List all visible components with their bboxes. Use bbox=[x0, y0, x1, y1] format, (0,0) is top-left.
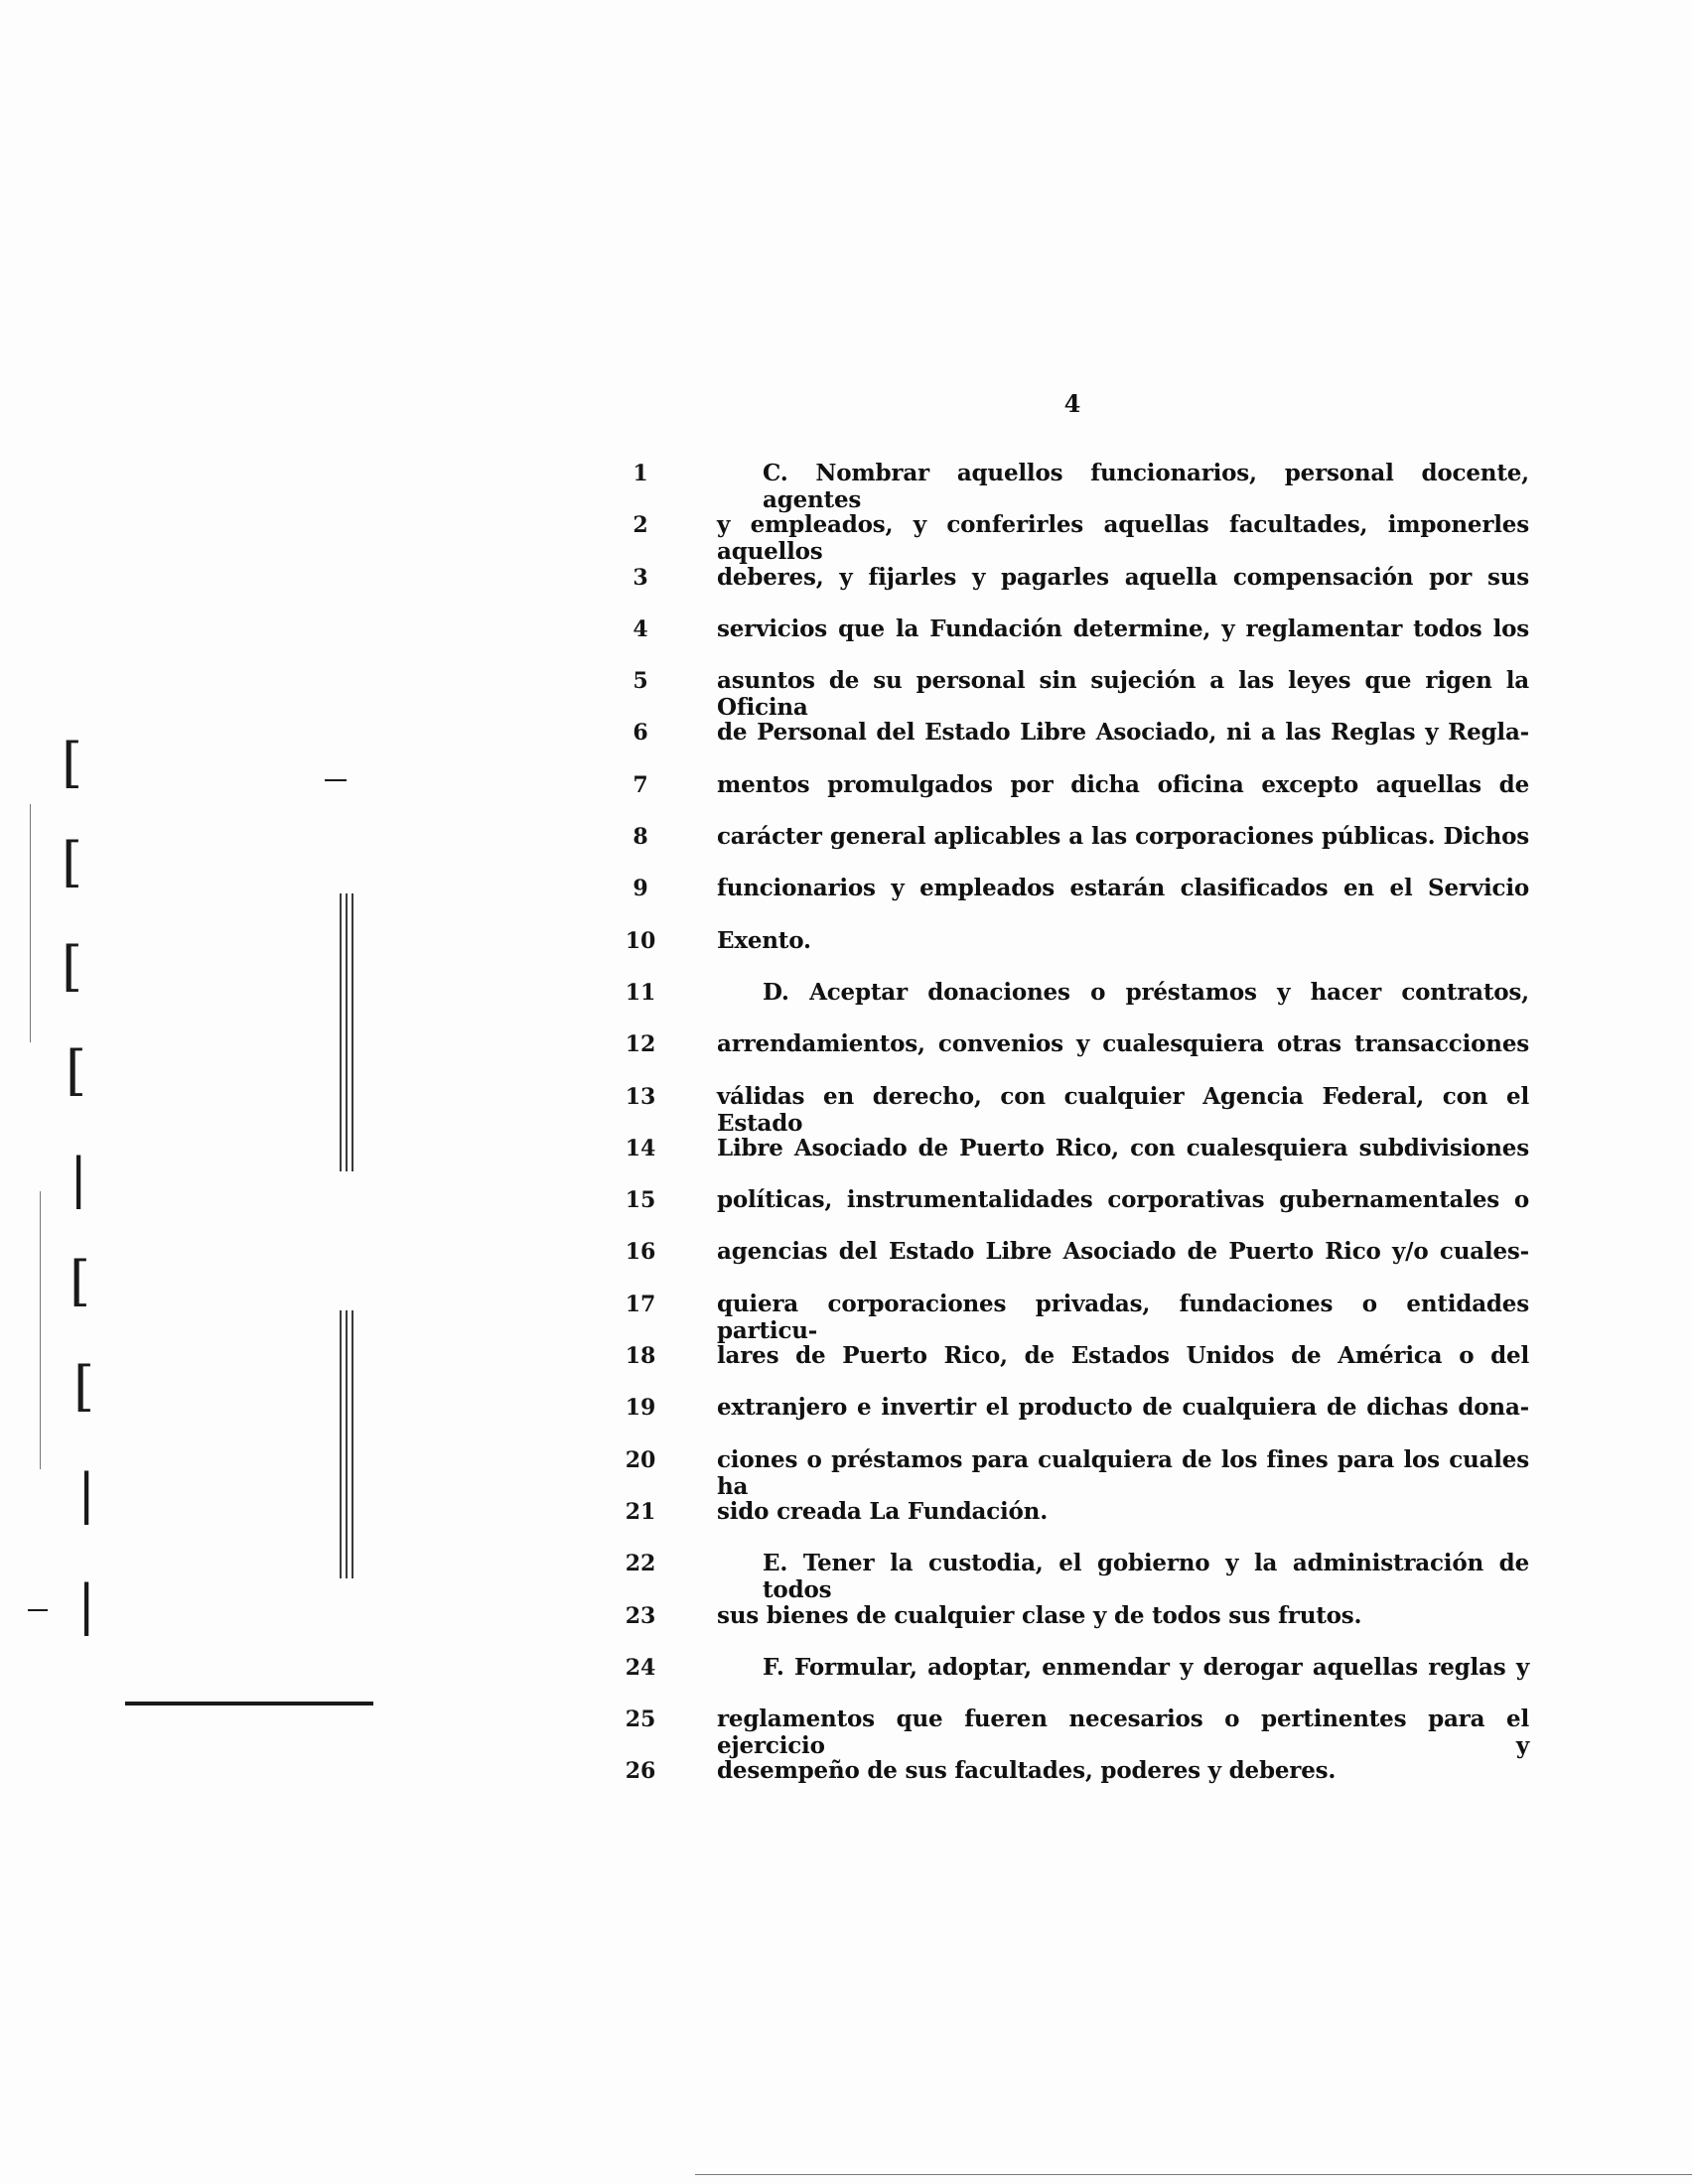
line-number: 12 bbox=[625, 1031, 656, 1058]
line-text: sido creada La Fundación. bbox=[717, 1497, 1049, 1525]
scan-vline-6 bbox=[352, 1310, 353, 1578]
numbered-text-body bbox=[616, 460, 1529, 1810]
line-number: 4 bbox=[633, 615, 648, 642]
scan-vline-7 bbox=[30, 804, 31, 1042]
line-text: deberes, y fijarles y pagarles aquella compensación por sus bbox=[717, 563, 1529, 591]
text-line bbox=[616, 667, 1529, 722]
line-number: 14 bbox=[625, 1135, 656, 1161]
scan-vline-4 bbox=[340, 1310, 342, 1578]
line-number: 6 bbox=[633, 720, 648, 747]
text-line bbox=[616, 1446, 1529, 1498]
line-number: 19 bbox=[625, 1395, 656, 1422]
scan-vline-3 bbox=[352, 893, 353, 1171]
line-number: 21 bbox=[625, 1498, 656, 1525]
line-number: 20 bbox=[625, 1446, 656, 1473]
text-line bbox=[616, 927, 1529, 979]
line-number: 16 bbox=[625, 1239, 656, 1266]
page-number: 4 bbox=[1063, 389, 1081, 418]
line-number: 9 bbox=[633, 876, 648, 902]
line-number: 25 bbox=[625, 1706, 656, 1733]
scan-mark-1: [ bbox=[62, 732, 83, 794]
line-number: 22 bbox=[625, 1551, 656, 1577]
line-number: 5 bbox=[633, 668, 648, 695]
scan-mark-5: | bbox=[70, 1147, 88, 1209]
text-line bbox=[616, 1238, 1529, 1290]
line-text: ciones o préstamos para cualquiera de los fines para los cuales ha bbox=[717, 1445, 1529, 1500]
line-number: 13 bbox=[625, 1083, 656, 1110]
text-line bbox=[616, 875, 1529, 926]
scan-dash-1 bbox=[325, 779, 347, 781]
line-text: lares de Puerto Rico, de Estados Unidos de América o del bbox=[717, 1342, 1529, 1370]
line-text: carácter general aplicables a las corporaciones públicas. Dichos bbox=[717, 823, 1529, 851]
line-number: 11 bbox=[625, 979, 656, 1006]
line-text: de Personal del Estado Libre Asociado, ni a las Reglas y Regla- bbox=[717, 719, 1529, 747]
text-line bbox=[616, 1550, 1529, 1604]
text-line bbox=[616, 1706, 1529, 1760]
line-text: mentos promulgados por dicha oficina excepto aquellas de bbox=[717, 770, 1529, 798]
line-text: desempeño de sus facultades, poderes y deberes. bbox=[717, 1757, 1337, 1785]
line-text: extranjero e invertir el producto de cualquiera de dichas dona- bbox=[717, 1394, 1529, 1422]
line-number: 3 bbox=[633, 564, 648, 591]
line-number: 23 bbox=[625, 1602, 656, 1629]
line-text: C. Nombrar aquellos funcionarios, personal docente, agentes bbox=[763, 460, 1529, 513]
line-number: 10 bbox=[625, 927, 656, 954]
line-number: 8 bbox=[633, 824, 648, 851]
text-line bbox=[616, 1654, 1529, 1706]
line-text: reglamentos que fueren necesarios o pertinentes para el ejercicio y bbox=[717, 1706, 1529, 1760]
text-line bbox=[616, 1498, 1529, 1550]
line-text: políticas, instrumentalidades corporativas gubernamentales o bbox=[717, 1186, 1529, 1214]
line-text: funcionarios y empleados estarán clasificados en el Servicio bbox=[717, 875, 1529, 902]
scan-vline-5 bbox=[346, 1310, 348, 1578]
text-line bbox=[616, 1083, 1529, 1135]
line-text: D. Aceptar donaciones o préstamos y hacer contratos, bbox=[763, 978, 1529, 1006]
text-line bbox=[616, 1602, 1529, 1654]
text-line bbox=[616, 460, 1529, 511]
line-text: y empleados, y conferirles aquellas facultades, imponerles aquellos bbox=[717, 511, 1529, 566]
line-text: asuntos de su personal sin sujeción a las leyes que rigen la Oficina bbox=[717, 667, 1529, 722]
line-text: E. Tener la custodia, el gobierno y la administración de todos bbox=[763, 1550, 1529, 1604]
text-line bbox=[616, 771, 1529, 823]
scan-mark-2: [ bbox=[62, 831, 83, 893]
scan-mark-8: | bbox=[77, 1462, 96, 1525]
text-line bbox=[616, 823, 1529, 875]
text-line bbox=[616, 979, 1529, 1030]
text-line bbox=[616, 564, 1529, 615]
line-number: 18 bbox=[625, 1343, 656, 1370]
scan-mark-3: [ bbox=[62, 935, 83, 998]
text-line bbox=[616, 1394, 1529, 1445]
scan-mark-7: [ bbox=[73, 1355, 95, 1418]
text-line bbox=[616, 1757, 1529, 1809]
line-number: 15 bbox=[625, 1187, 656, 1214]
line-text: servicios que la Fundación determine, y reglamentar todos los bbox=[717, 614, 1529, 642]
line-text: agencias del Estado Libre Asociado de Puerto Rico y/o cuales- bbox=[717, 1238, 1529, 1266]
scan-dash-2 bbox=[28, 1609, 48, 1611]
line-text: quiera corporaciones privadas, fundaciones o entidades particu- bbox=[717, 1290, 1529, 1344]
scan-vline-8 bbox=[40, 1191, 41, 1469]
text-line bbox=[616, 1342, 1529, 1394]
line-number: 7 bbox=[633, 771, 648, 798]
scan-vline-2 bbox=[346, 893, 348, 1171]
text-line bbox=[616, 719, 1529, 770]
scan-vline-1 bbox=[340, 893, 342, 1171]
scan-mark-6: [ bbox=[70, 1250, 91, 1312]
line-text: F. Formular, adoptar, enmendar y derogar aquellas reglas y bbox=[763, 1653, 1529, 1681]
text-line bbox=[616, 1186, 1529, 1238]
scan-mark-4: [ bbox=[66, 1039, 87, 1102]
scan-rule-left bbox=[125, 1702, 373, 1706]
line-number: 2 bbox=[633, 512, 648, 539]
bottom-edge-rule bbox=[695, 2174, 1692, 2175]
text-line bbox=[616, 1291, 1529, 1342]
line-number: 24 bbox=[625, 1654, 656, 1681]
text-line bbox=[616, 1030, 1529, 1082]
line-text: Exento. bbox=[717, 926, 811, 954]
line-number: 17 bbox=[625, 1291, 656, 1317]
text-line bbox=[616, 615, 1529, 667]
scan-mark-9: | bbox=[77, 1573, 96, 1636]
line-text: Libre Asociado de Puerto Rico, con cualesquiera subdivisiones bbox=[717, 1134, 1529, 1161]
line-number: 1 bbox=[633, 461, 648, 486]
text-line bbox=[616, 511, 1529, 566]
line-number: 26 bbox=[625, 1758, 656, 1785]
line-text: arrendamientos, convenios y cualesquiera otras transacciones bbox=[717, 1030, 1529, 1058]
text-line bbox=[616, 1135, 1529, 1186]
line-text: sus bienes de cualquier clase y de todos sus frutos. bbox=[717, 1601, 1362, 1629]
line-text: válidas en derecho, con cualquier Agencia Federal, con el Estado bbox=[717, 1082, 1529, 1137]
